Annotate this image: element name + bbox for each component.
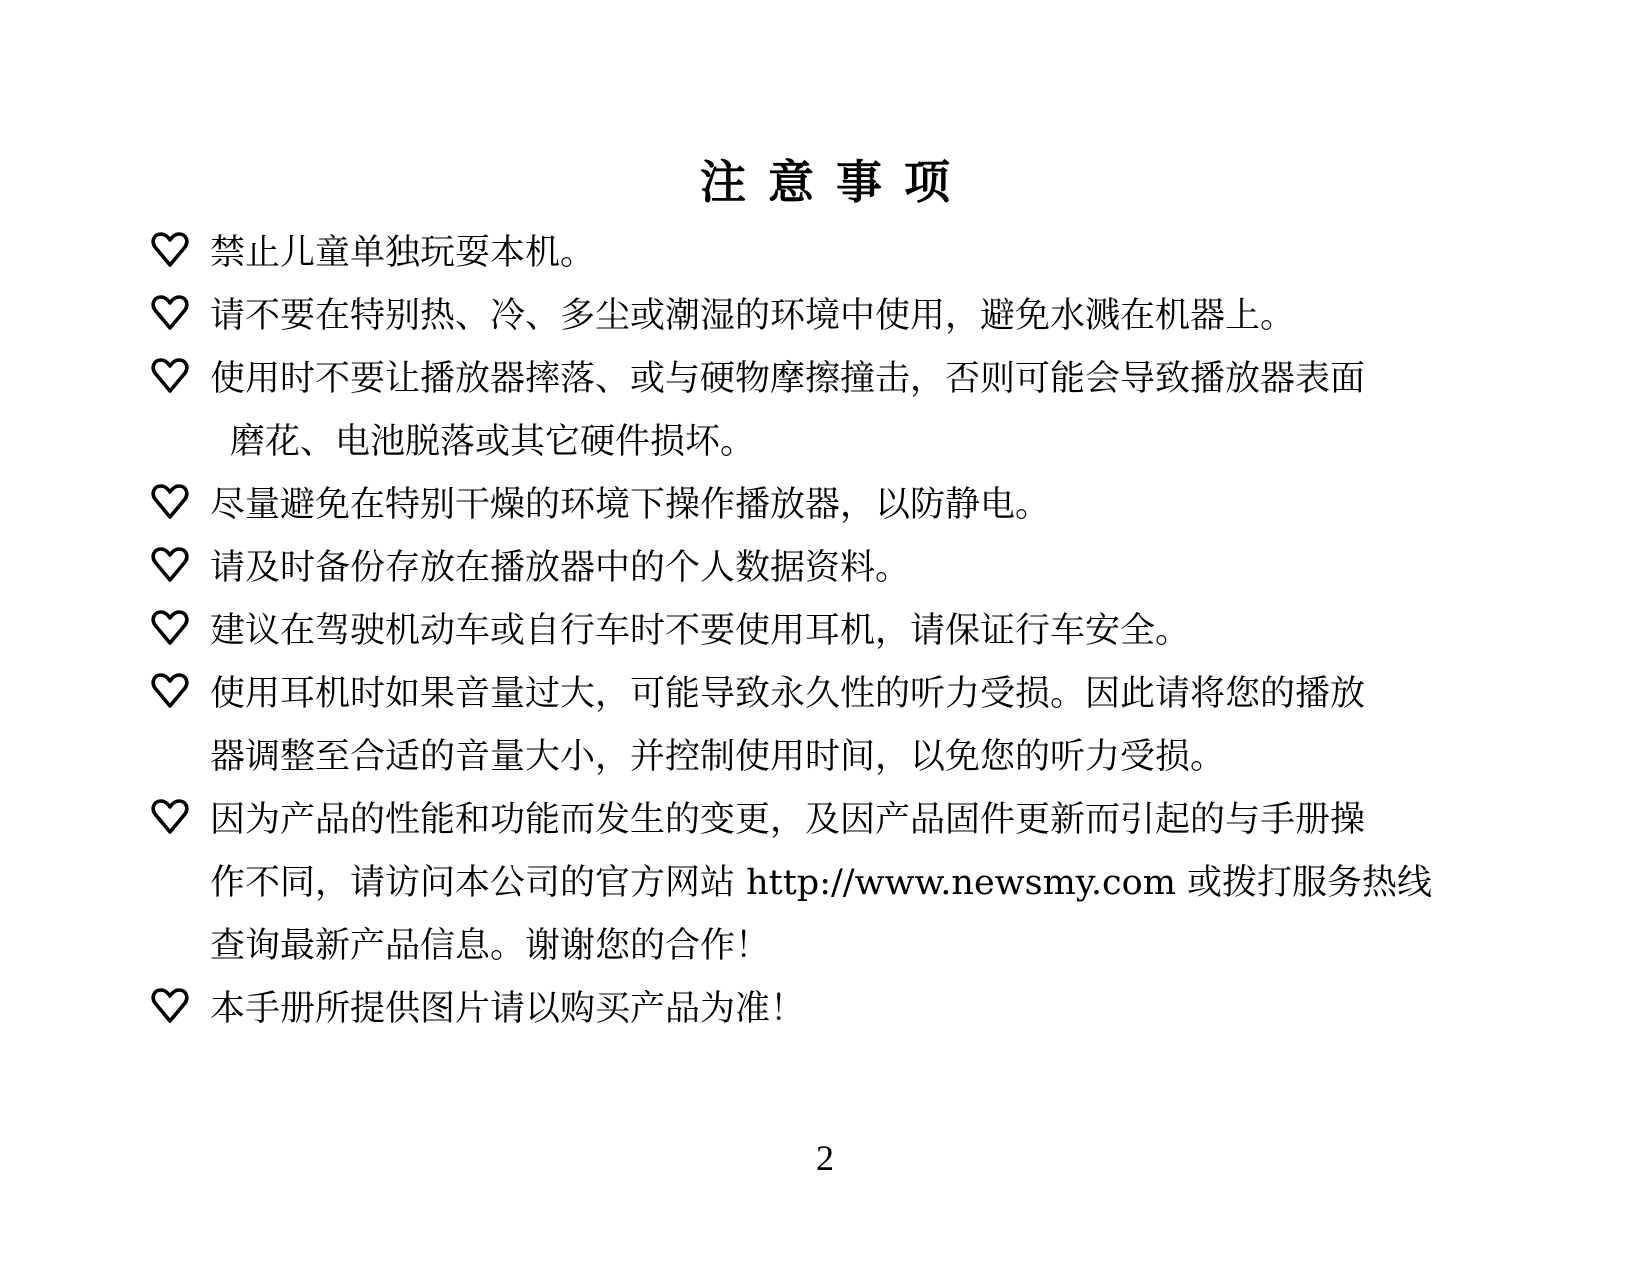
heart-outline-icon — [150, 545, 190, 585]
note-text — [210, 978, 1510, 1041]
heart-outline-icon — [150, 797, 190, 837]
note-line: 磨花、电池脱落或其它硬件损坏。 — [230, 422, 756, 462]
heart-outline-icon — [150, 293, 190, 333]
note-line: 请及时备份存放在播放器中的个人数据资料。 — [210, 548, 911, 588]
note-text — [210, 222, 1510, 285]
note-line: 因为产品的性能和功能而发生的变更，及因产品固件更新而引起的与手册操 — [210, 800, 1366, 840]
note-text — [210, 789, 1510, 978]
note-line: 禁止儿童单独玩耍本机。 — [210, 233, 596, 273]
note-text — [210, 600, 1510, 663]
heart-outline-icon — [150, 356, 190, 396]
note-text — [210, 663, 1510, 789]
note-item — [150, 663, 1510, 789]
note-item — [150, 600, 1510, 663]
note-line: 使用耳机时如果音量过大，可能导致永久性的听力受损。因此请将您的播放 — [210, 674, 1366, 714]
note-line: 建议在驾驶机动车或自行车时不要使用耳机，请保证行车安全。 — [210, 611, 1191, 651]
note-item — [150, 222, 1510, 285]
heart-outline-icon — [150, 230, 190, 270]
note-line: 器调整至合适的音量大小，并控制使用时间，以免您的听力受损。 — [210, 737, 1226, 777]
note-item — [150, 789, 1510, 978]
heart-outline-icon — [150, 482, 190, 522]
note-item — [150, 474, 1510, 537]
note-line: 本手册所提供图片请以购买产品为准！ — [210, 989, 806, 1029]
note-text — [210, 474, 1510, 537]
heart-outline-icon — [150, 671, 190, 711]
page-number: 2 — [816, 1138, 834, 1178]
note-line: 尽量避免在特别干燥的环境下操作播放器，以防静电。 — [210, 485, 1051, 525]
note-text — [210, 537, 1510, 600]
note-item — [150, 285, 1510, 348]
note-text — [210, 348, 1510, 474]
note-item — [150, 537, 1510, 600]
page-title: 注意事项 — [700, 155, 972, 209]
note-line: 查询最新产品信息。谢谢您的合作！ — [210, 926, 771, 966]
note-item — [150, 348, 1510, 474]
note-item — [150, 978, 1510, 1041]
heart-outline-icon — [150, 608, 190, 648]
notes-list — [150, 222, 1510, 1041]
note-line: 使用时不要让播放器摔落、或与硬物摩擦撞击，否则可能会导致播放器表面 — [210, 359, 1366, 399]
note-text — [210, 285, 1510, 348]
note-line: 作不同，请访问本公司的官方网站 http://www.newsmy.com 或拨打服务热线 — [210, 863, 1433, 903]
note-line: 请不要在特别热、冷、多尘或潮湿的环境中使用，避免水溅在机器上。 — [210, 296, 1296, 336]
heart-outline-icon — [150, 986, 190, 1026]
